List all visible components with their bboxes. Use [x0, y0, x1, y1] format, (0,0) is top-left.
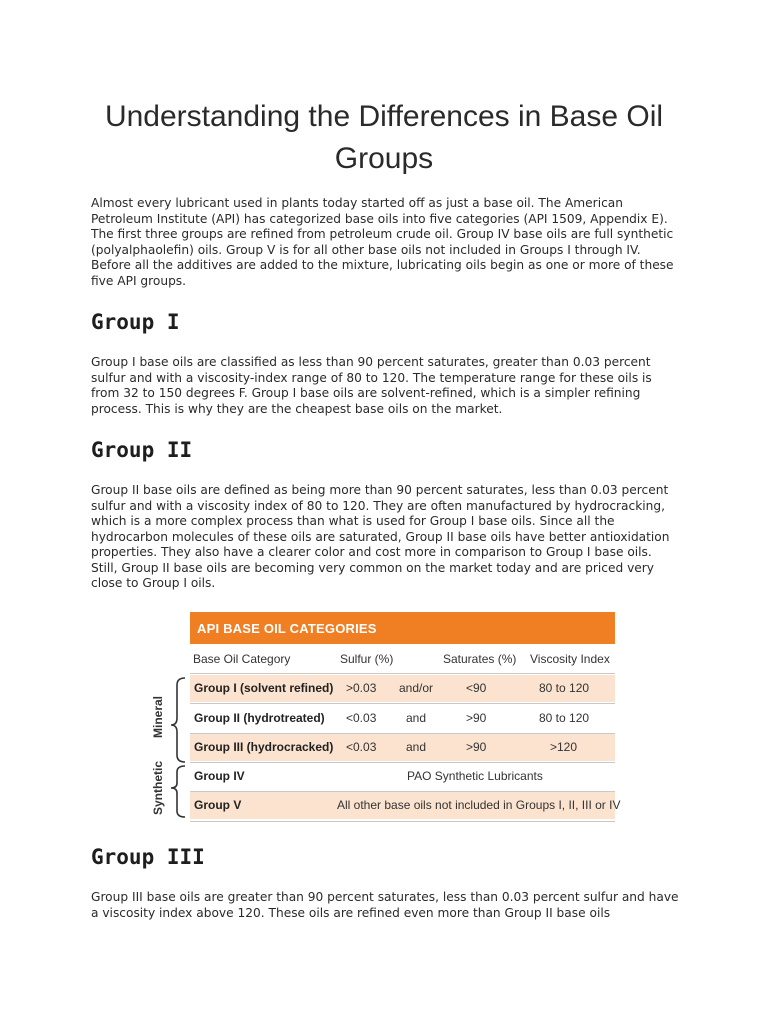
synthetic-label: Synthetic — [151, 761, 165, 816]
table-title: API BASE OIL CATEGORIES — [197, 621, 377, 636]
column-header: Base Oil Category — [193, 652, 291, 666]
row-sulfur: <0.03 — [346, 740, 377, 754]
table-row — [190, 675, 615, 702]
section-text-group-3: Group III base oils are greater than 90 percent saturates, less than 0.03 percent sulfur and have a viscosity index above 120. These oils are refined even more than Group II base oils — [91, 890, 679, 920]
row-conjunction: and — [406, 740, 427, 754]
table-row — [190, 705, 615, 732]
row-saturates: >90 — [466, 711, 487, 725]
row-category: Group V — [194, 798, 242, 812]
brace-graphics — [167, 675, 189, 821]
row-saturates: <90 — [466, 681, 487, 695]
mineral-label: Mineral — [151, 696, 165, 739]
row-conjunction: and/or — [399, 681, 434, 695]
table-row — [190, 763, 615, 790]
section-heading-group-1: Group I — [91, 310, 180, 334]
table-divider — [190, 821, 615, 822]
table-column-headers — [190, 650, 615, 670]
table-divider — [190, 703, 615, 704]
row-viscosity-index: 80 to 120 — [539, 681, 590, 695]
intro-paragraph: Almost every lubricant used in plants today started off as just a base oil. The American Petroleum Institute (API) has categorized base oils into five categories (API 1509, Appendix E). The first three groups are refined from petroleum crude oil. Group IV base oils are full synthetic (polyalphaolefin) oils. Group V is for all other base oils not included in Groups I through IV. Before all the additives are added to the mixture, lubricating oils begin as one or more of these five API groups. — [91, 196, 674, 288]
column-header: Sulfur (%) — [340, 652, 394, 666]
column-header: Viscosity Index — [530, 652, 610, 666]
row-saturates: >90 — [466, 740, 487, 754]
section-text-group-2: Group II base oils are defined as being more than 90 percent saturates, less than 0.03 percent sulfur and with a viscosity index of 80 to 120. They are often manufactured by hydrocracking, which is a more complex process than what is used for Group I base oils. Since all the hydrocarbon molecules of these oils are saturated, Group II base oils have better antioxidation properties. They also have a clearer color and cost more in comparison to Group I base oils. Still, Group II base oils are becoming very common on the market today and are priced very close to Group I oils. — [91, 483, 670, 590]
section-heading-group-3: Group III — [91, 845, 205, 869]
section-text-group-1: Group I base oils are classified as less than 90 percent saturates, greater than 0.03 percent sulfur and with a viscosity-index range of 80 to 120. The temperature range for these oils is from 32 to 150 degrees F. Group I base oils are solvent-refined, which is a simpler refining process. This is why they are the cheapest base oils on the market. — [91, 355, 652, 416]
row-viscosity-index: 80 to 120 — [539, 711, 590, 725]
row-category: Group II (hydrotreated) — [194, 711, 325, 725]
page-title: Understanding the Differences in Base Oil Groups — [104, 100, 664, 175]
table-divider — [190, 673, 615, 674]
section-heading-group-2: Group II — [91, 438, 193, 462]
api-base-oil-table-figure — [145, 612, 621, 824]
table-row — [190, 792, 621, 819]
row-category: Group IV — [194, 769, 245, 783]
row-merged-description: All other base oils not included in Groups I, II, III or IV — [337, 798, 621, 812]
synthetic-brace-icon — [171, 766, 185, 817]
row-viscosity-index: >120 — [550, 740, 578, 754]
row-merged-description: PAO Synthetic Lubricants — [407, 769, 543, 783]
row-sulfur: >0.03 — [346, 681, 377, 695]
mineral-brace-icon — [171, 678, 185, 762]
table-title-bar — [190, 612, 615, 644]
row-sulfur: <0.03 — [346, 711, 377, 725]
column-header: Saturates (%) — [443, 652, 517, 666]
row-conjunction: and — [406, 711, 427, 725]
row-category: Group I (solvent refined) — [194, 681, 334, 695]
row-category: Group III (hydrocracked) — [194, 740, 334, 754]
table-row — [190, 734, 615, 761]
